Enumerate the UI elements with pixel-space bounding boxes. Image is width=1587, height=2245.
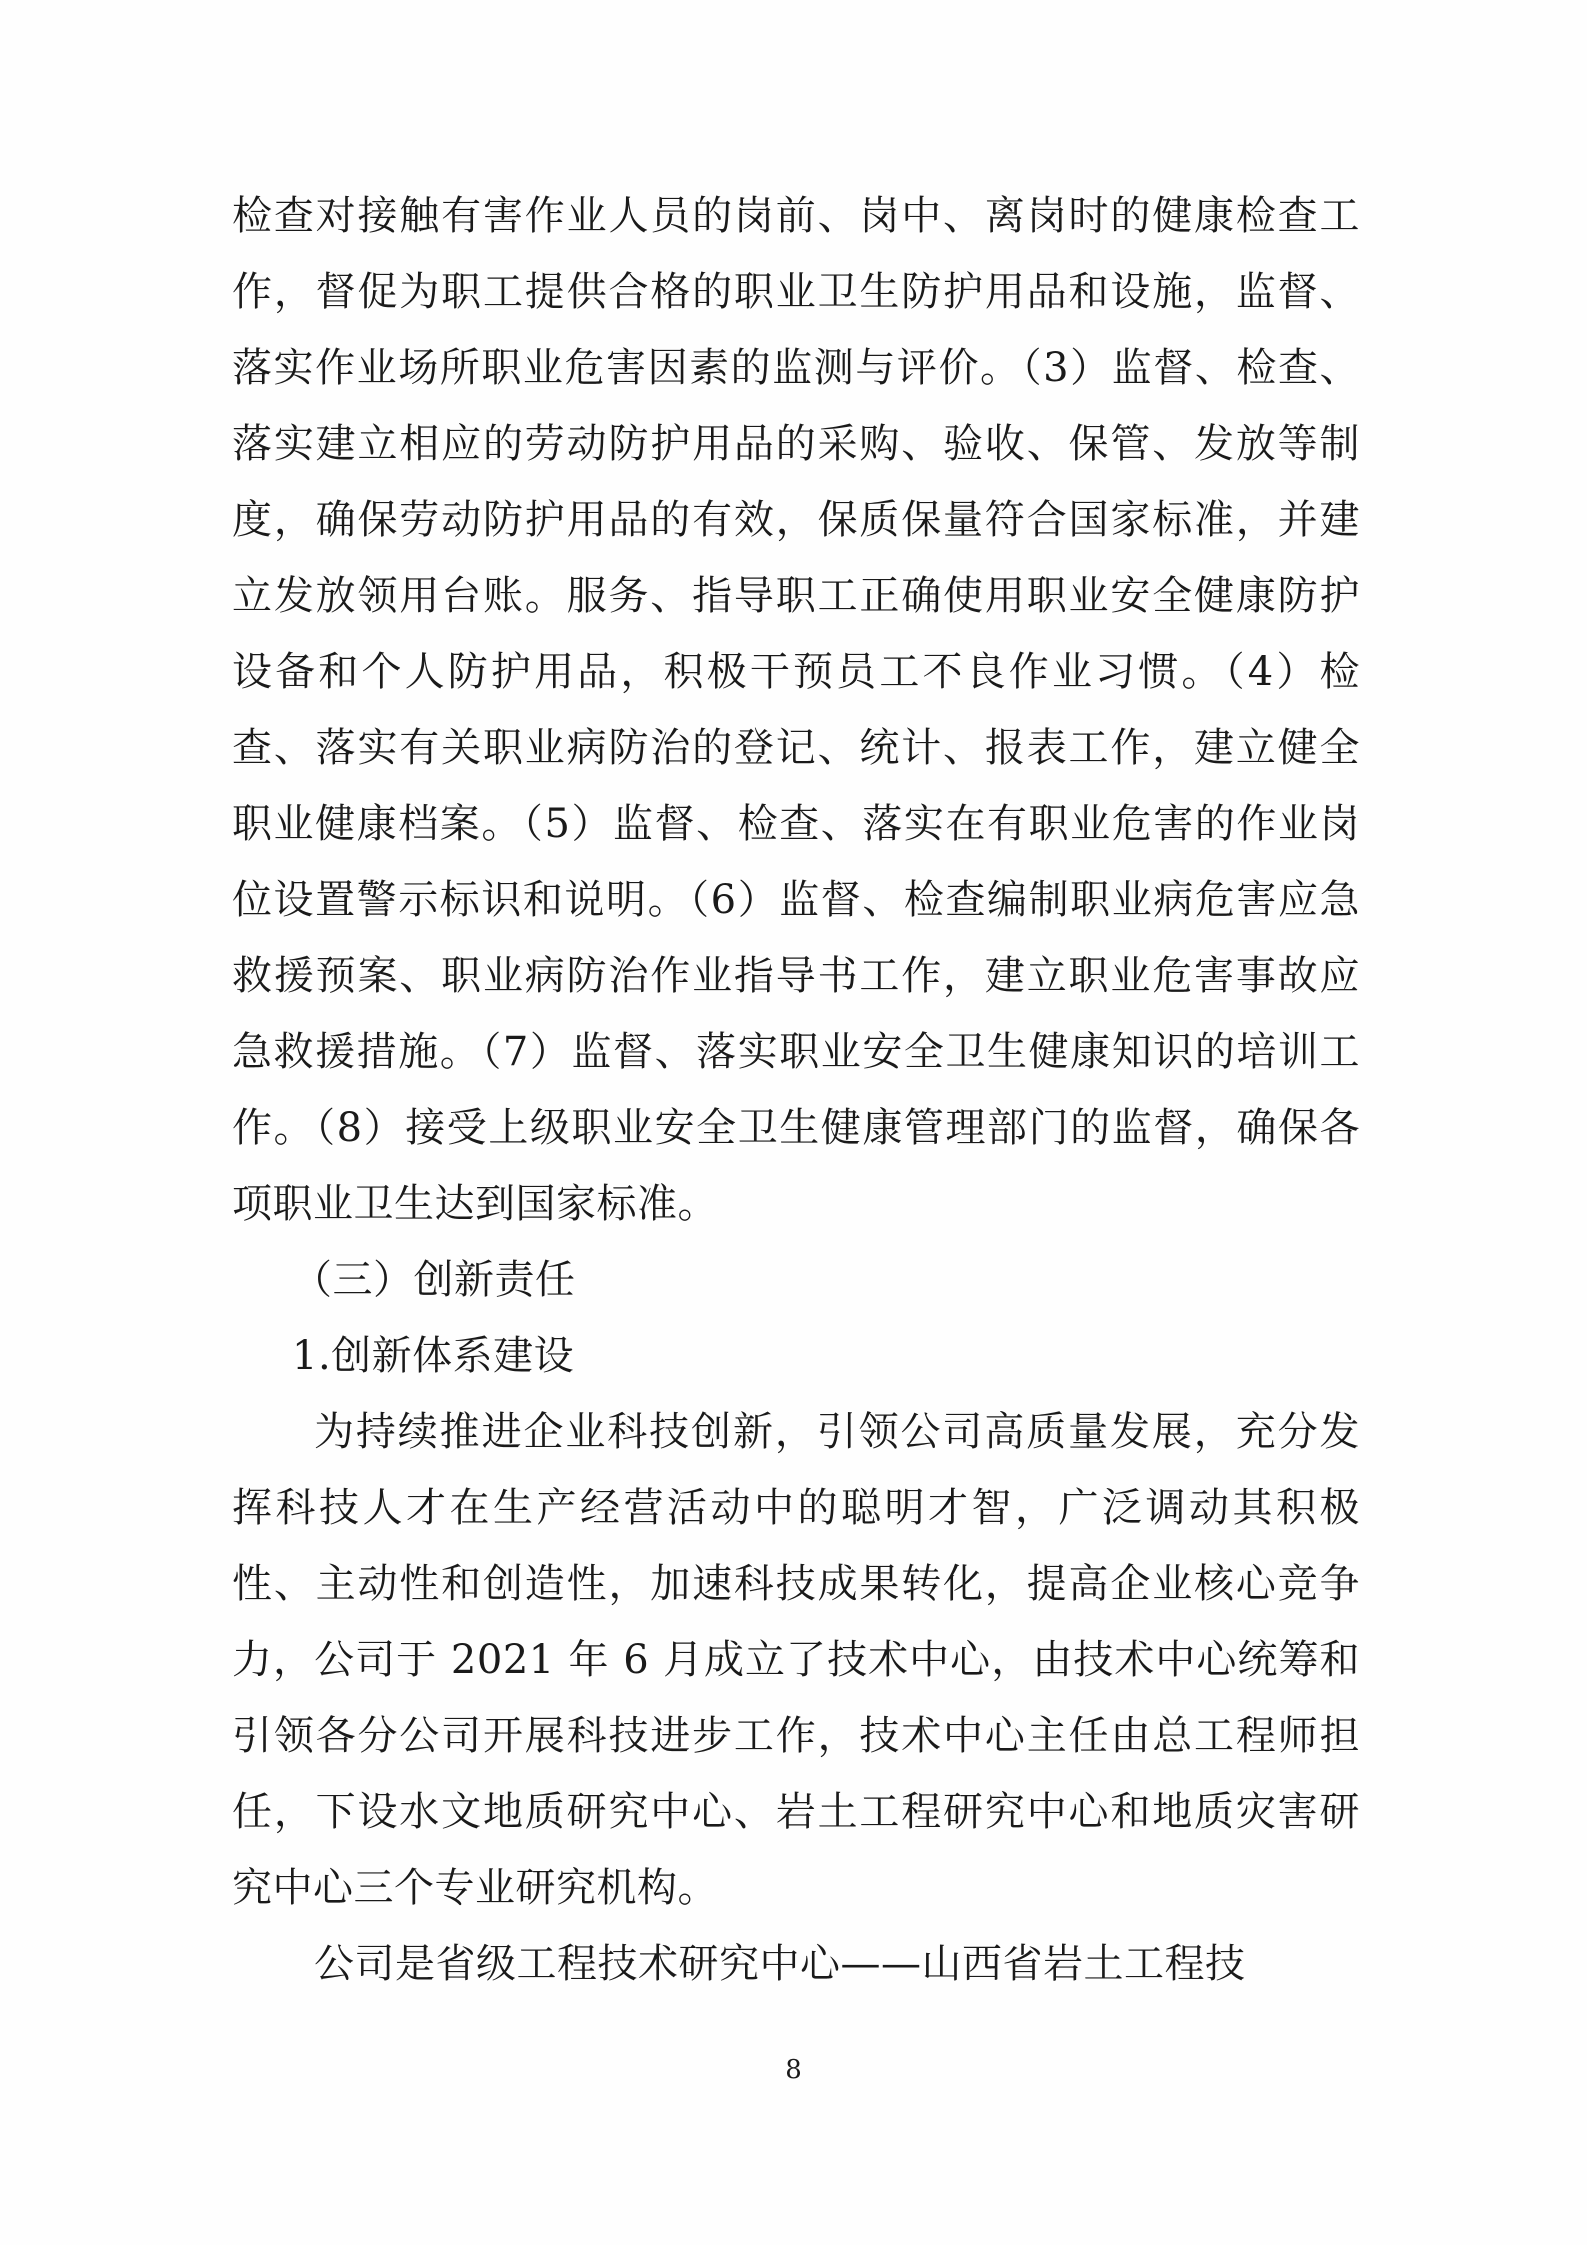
heading-innovation-responsibility: （三）创新责任 <box>292 1257 576 1303</box>
paragraph-provincial-center: 公司是省级工程技术研究中心——山西省岩土工程技 <box>314 1941 1246 1987</box>
heading-innovation-system: 1.创新体系建设 <box>292 1333 575 1379</box>
paragraph-tech-center: 为持续推进企业科技创新，引领公司高质量发展，充分发挥科技人才在生产经营活动中的聪明才智，广泛调动其积极性、主动性和创造性，加速科技成果转化，提高企业核心竞争力，公司于 2021 年 6 月成立了技术中心，由技术中心统筹和引领各分公司开展科技进步工作，技术中心主任由总工程师担任，下设水文地质研究中心、岩土工程研究中心和地质灾害研究中心三个专业研究机构。 <box>232 1409 1360 1911</box>
page-number: 8 <box>785 2055 802 2085</box>
paragraph-occupational-health: 检查对接触有害作业人员的岗前、岗中、离岗时的健康检查工作，督促为职工提供合格的职业卫生防护用品和设施，监督、落实作业场所职业危害因素的监测与评价。（3）监督、检查、落实建立相应的劳动防护用品的采购、验收、保管、发放等制度，确保劳动防护用品的有效，保质保量符合国家标准，并建立发放领用台账。服务、指导职工正确使用职业安全健康防护设备和个人防护用品，积极干预员工不良作业习惯。（4）检查、落实有关职业病防治的登记、统计、报表工作，建立健全职业健康档案。（5）监督、检查、落实在有职业危害的作业岗位设置警示标识和说明。（6）监督、检查编制职业病危害应急救援预案、职业病防治作业指导书工作，建立职业危害事故应急救援措施。（7）监督、落实职业安全卫生健康知识的培训工作。（8）接受上级职业安全卫生健康管理部门的监督，确保各项职业卫生达到国家标准。 <box>232 193 1360 1227</box>
page-content <box>232 178 1360 2002</box>
